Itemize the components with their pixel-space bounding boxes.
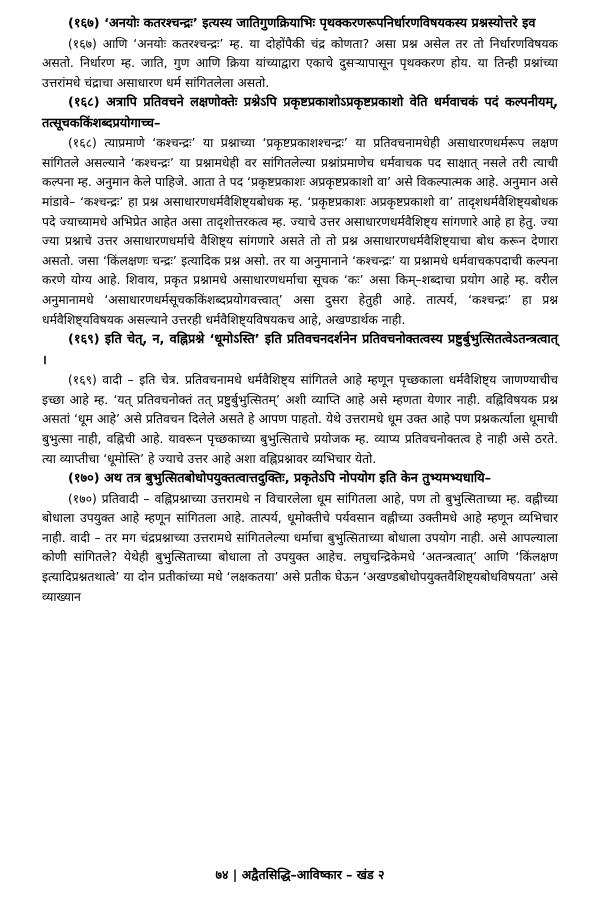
sutra-167: (१६७) ‘अनयोः कतरश्चन्द्रः’ इत्यस्य जातिगुणक्रियाभिः पृथक्करणरूपनिर्धारणविषयकस्य प्रश्नस्योत्तरे इव	[68, 16, 536, 31]
commentary-169: (१६९) वादी – इति चेत्र. प्रतिवचनामधे धर्मवैशिष्ट्य सांगितले आहे म्हणून पृच्छकाला धर्मवैशिष्ट्य जाणण्याचीच इच्छा आहे म्ह. ‘यत् प्रतिवचनोक्तं तत् प्रष्टुर्बुभुत्सितम्’ अशी व्याप्ति आहे असे म्हणता येणार नाही. वह्निविषयक प्रश्न असतां ‘धूम आहे’ असे प्रतिवचन दिलेले असते हे आपण पाहतो. येथे उत्तरामधे धूम उक्त आहे पण प्रश्नकर्त्याला धूमाची बुभुत्सा नाही, वह्निची आहे. यावरून पृच्छकाच्या बुभुत्सिताचे प्रयोजक म्ह. व्याप्य प्रतिवचनोक्तत्व हे नाही असे ठरते. त्या व्याप्तीचा ‘धूमोस्ति’ हे ज्याचे उत्तर आहे अशा वह्निप्रश्नावर व्यभिचार येतो.	[42, 373, 558, 466]
sutra-168: (१६८) अत्रापि प्रतिवचने लक्षणोक्तेः प्रश्नेऽपि प्रकृष्टप्रकाशोऽप्रकृष्टप्रकाशो वेति धर्मवाचकं पदं कल्पनीयम्, तत्सूचककिंशब्दप्रयोगाच्च–	[42, 95, 558, 131]
sutra-170: (१७०) अथ तत्र बुभुत्सितबोधोपयुक्तत्वात्तदुक्तिः, प्रकृतेऽपि नोपयोग इति केन तुभ्यमभ्यधायि–	[68, 471, 492, 487]
sutra-169: (१६९) इति चेत्, न, वह्निप्रश्ने ‘धूमोऽस्ति’ इति प्रतिवचनदर्शनेन प्रतिवचनोक्तत्वस्य प्रष्टुर्बुभुत्सितत्वेऽतन्त्रत्वात् ।	[42, 332, 558, 368]
commentary-167: (१६७) आणि ‘अनयोः कतरश्चन्द्रः’ म्ह. या दोहोंपैकी चंद्र कोणता? असा प्रश्न असेल तर तो निर्धारणविषयक असतो. निर्धारण म्ह. जाति, गुण आणि क्रिया यांच्याद्वारा एकाचे दुसऱ्यापासून पृथक्करण होय. या तिन्ही प्रश्नांच्या उत्तरांमधे चंद्राचा असाधारण धर्म सांगितलेला असतो.	[42, 36, 558, 90]
page-footer: ७४ | अद्वैतसिद्धि–आविष्कार – खंड २	[215, 867, 385, 882]
commentary-168: (१६८) त्याप्रमाणे ‘कश्चन्द्रः’ या प्रश्नाच्या ‘प्रकृष्टप्रकाशश्चन्द्रः’ या प्रतिवचनामधेही असाधारणधर्मरूप लक्षण सांगितले असल्याने ‘कश्चन्द्रः’ या प्रश्नामधेही वर सांगितलेल्या प्रश्नांप्रमाणेच धर्मवाचक पद साक्षात् नसले तरी त्याची कल्पना म्ह. अनुमान केले पाहिजे. आता ते पद ‘प्रकृष्टप्रकाशः अप्रकृष्टप्रकाशो वा’ असे विकल्पात्मक आहे. अनुमान असे मांडावे– ‘कश्चन्द्रः’ हा प्रश्न असाधारणधर्मवैशिष्ट्यबोधक म्ह. ‘प्रकृष्टप्रकाशः अप्रकृष्टप्रकाशो वा’ तादृशधर्मवैशिष्ट्यबोधक पदे ज्याच्यामधे अभिप्रेत आहेत असा तादृशोत्तरकत्व म्ह. ज्याचे उत्तर असाधारणधर्मवैशिष्ट्य सांगणारे आहे हा हेतु. ज्या ज्या प्रश्नाचे उत्तर असाधारणधर्माचे वैशिष्ट्य सांगणारे असते तो तो प्रश्न असाधारणधर्मवैशिष्ट्याचा बोध करून देणारा असतो. जसा ‘किंलक्षणः चन्द्रः’ इत्यादिक प्रश्न असो. तर या अनुमानाने ‘कश्चन्द्रः’ या प्रश्नामधे धर्मवाचकपदाची कल्पना करणे योग्य आहे. शिवाय, प्रकृत प्रश्नामधे असाधारणधर्माचा सूचक ‘कः’ असा किम्–शब्दाचा प्रयोग आहे म्ह. वरील अनुमानामधे ‘असाधारणधर्मसूचककिंशब्दप्रयोगवत्त्वात्’ असा दुसरा हेतुही आहे. तात्पर्य, ‘कश्चन्द्रः’ हा प्रश्न धर्मवैशिष्ट्यविषयक असल्याने उत्तरही धर्मवैशिष्ट्यविषयकच आहे, अखण्डार्थक नाही.	[42, 136, 558, 327]
commentary-170: (१७०) प्रतिवादी – वह्निप्रश्नाच्या उत्तरामधे न विचारलेला धूम सांगितला आहे, पण तो बुभुत्सिताच्या म्ह. वह्नीच्या बोधाला उपयुक्त आहे म्हणून सांगितला आहे. तात्पर्य, धूमोक्तीचे पर्यवसान वह्नीच्या उक्तीमधे आहे म्हणून व्यभिचार नाही. वादी – तर मग चंद्रप्रश्नाच्या उत्तरामधे सांगितलेल्या धर्माचा बुभुत्सिताच्या बोधाला उपयोग नाही. असे आपल्याला कोणी सांगितले? येथेही बुभुत्सिताच्या बोधाला तो उपयुक्त आहेच. लघुचन्द्रिकेमधे ‘अतन्त्रत्वात्’ आणि ‘किंलक्षण इत्यादिप्रश्नतथात्वे’ या दोन प्रतीकांच्या मधे ‘लक्षकतया’ असे प्रतीक घेऊन ‘अखण्डबोधोपयुक्तवैशिष्ट्यबोधविषयता’ असे व्याख्यान	[42, 491, 558, 604]
